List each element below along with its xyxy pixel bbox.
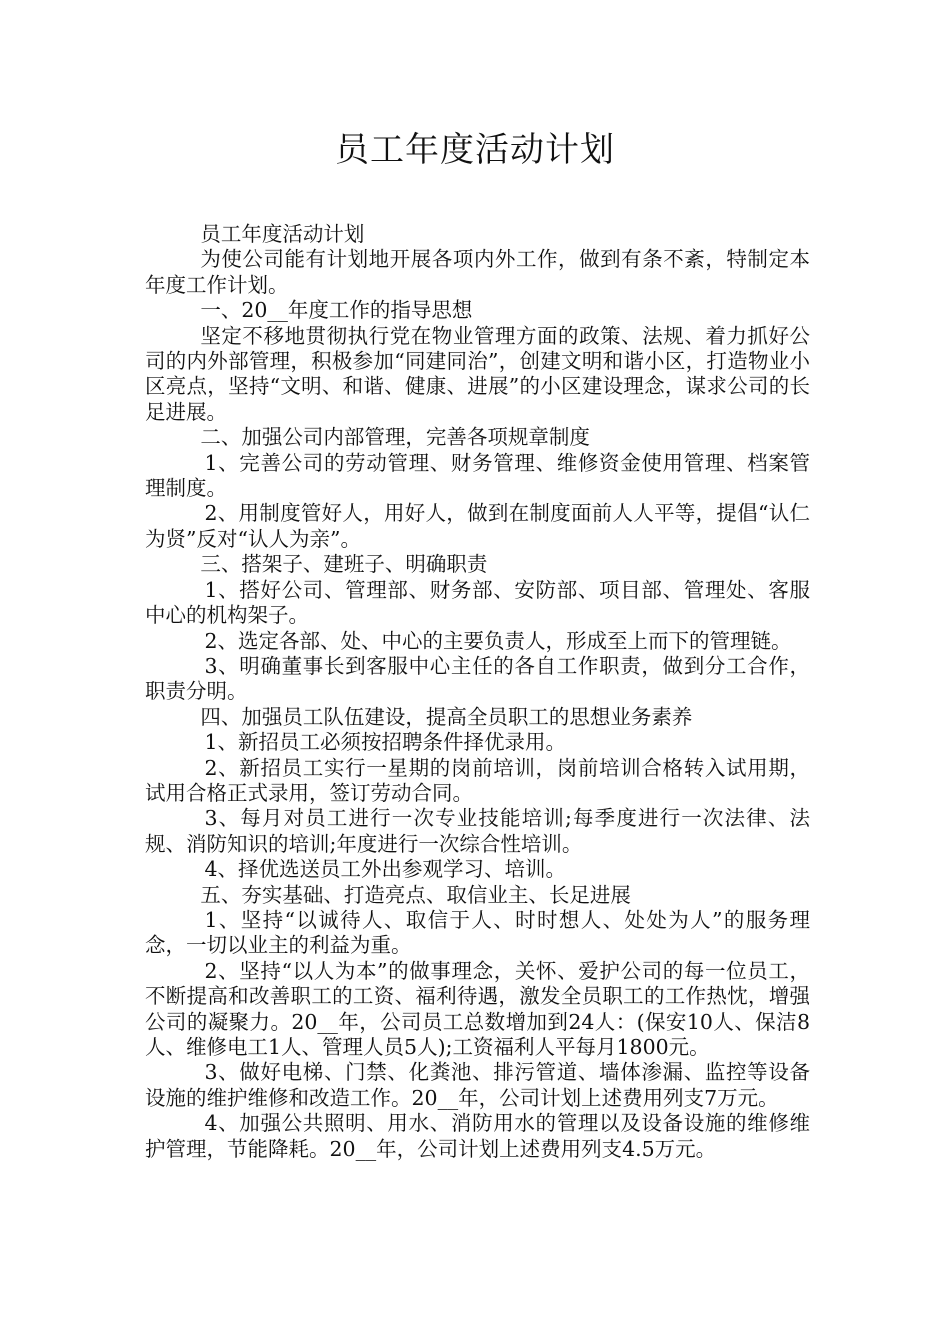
- list-item-3-1: 1、搭好公司、管理部、财务部、安防部、项目部、管理处、客服中心的机构架子。: [145, 577, 810, 628]
- paragraph-intro: 为使公司能有计划地开展各项内外工作，做到有条不紊，特制定本年度工作计划。: [145, 247, 810, 297]
- list-item-4-2: 2、新招员工实行一星期的岗前培训，岗前培训合格转入试用期，试用合格正式录用，签订劳动合同。: [145, 755, 810, 805]
- document-body: [145, 222, 810, 1162]
- list-item-3-3: 3、明确董事长到客服中心主任的各自工作职责，做到分工合作，职责分明。: [145, 653, 810, 704]
- list-item-3-2: 2、选定各部、处、中心的主要负责人，形成至上而下的管理链。: [204, 628, 792, 653]
- list-item-5-4: 4、加强公共照明、用水、消防用水的管理以及设备设施的维修维护管理，节能降耗。20__年，公司计划上述费用列支4.5万元。: [145, 1111, 810, 1161]
- section-heading-3: 三、搭架子、建班子、明确职责: [200, 552, 488, 577]
- list-item-4-3: 3、每月对员工进行一次专业技能培训;每季度进行一次法律、法规、消防知识的培训;年度进行一次综合性培训。: [145, 806, 810, 856]
- paragraph-intro-heading: 员工年度活动计划: [200, 222, 365, 246]
- section-heading-5: 五、夯实基础、打造亮点、取信业主、长足进展: [200, 882, 631, 907]
- list-item-4-1: 1、新招员工必须按招聘条件择优录用。: [204, 730, 566, 755]
- section-heading-4: 四、加强员工队伍建设，提高全员职工的思想业务素养: [200, 704, 693, 729]
- section-heading-1: 一、20__年度工作的指导思想: [200, 298, 473, 323]
- list-item-5-2: 2、坚持“以人为本”的做事理念，关怀、爱护公司的每一位员工，不断提高和改善职工的工资、福利待遇，激发全员职工的工作热忱，增强公司的凝聚力。20__年，公司员工总数增加到24人：(保安10人、保洁8人、维修电工1人、管理人员5人);工资福利人平每月1800元。: [145, 958, 810, 1059]
- list-item-5-3: 3、做好电梯、门禁、化粪池、排污管道、墙体渗漏、监控等设备设施的维护维修和改造工作。20__年，公司计划上述费用列支7万元。: [145, 1060, 810, 1110]
- document-title: 员工年度活动计划: [335, 130, 615, 170]
- section-heading-2: 二、加强公司内部管理，完善各项规章制度: [200, 425, 590, 450]
- list-item-5-1: 1、坚持“以诚待人、取信于人、时时想人、处处为人”的服务理念，一切以业主的利益为重。: [145, 907, 810, 958]
- list-item-2-1: 1、完善公司的劳动管理、财务管理、维修资金使用管理、档案管理制度。: [145, 450, 810, 501]
- list-item-4-4: 4、择优选送员工外出参观学习、培训。: [204, 857, 566, 882]
- paragraph-guiding-ideas: 坚定不移地贯彻执行党在物业管理方面的政策、法规、着力抓好公司的内外部管理，积极参加“同建同治”，创建文明和谐小区，打造物业小区亮点，坚持“文明、和谐、健康、进展”的小区建设理念，谋求公司的长足进展。: [145, 323, 810, 424]
- list-item-2-2: 2、用制度管好人，用好人，做到在制度面前人人平等，提倡“认仁为贤”反对“认人为亲”。: [145, 501, 810, 551]
